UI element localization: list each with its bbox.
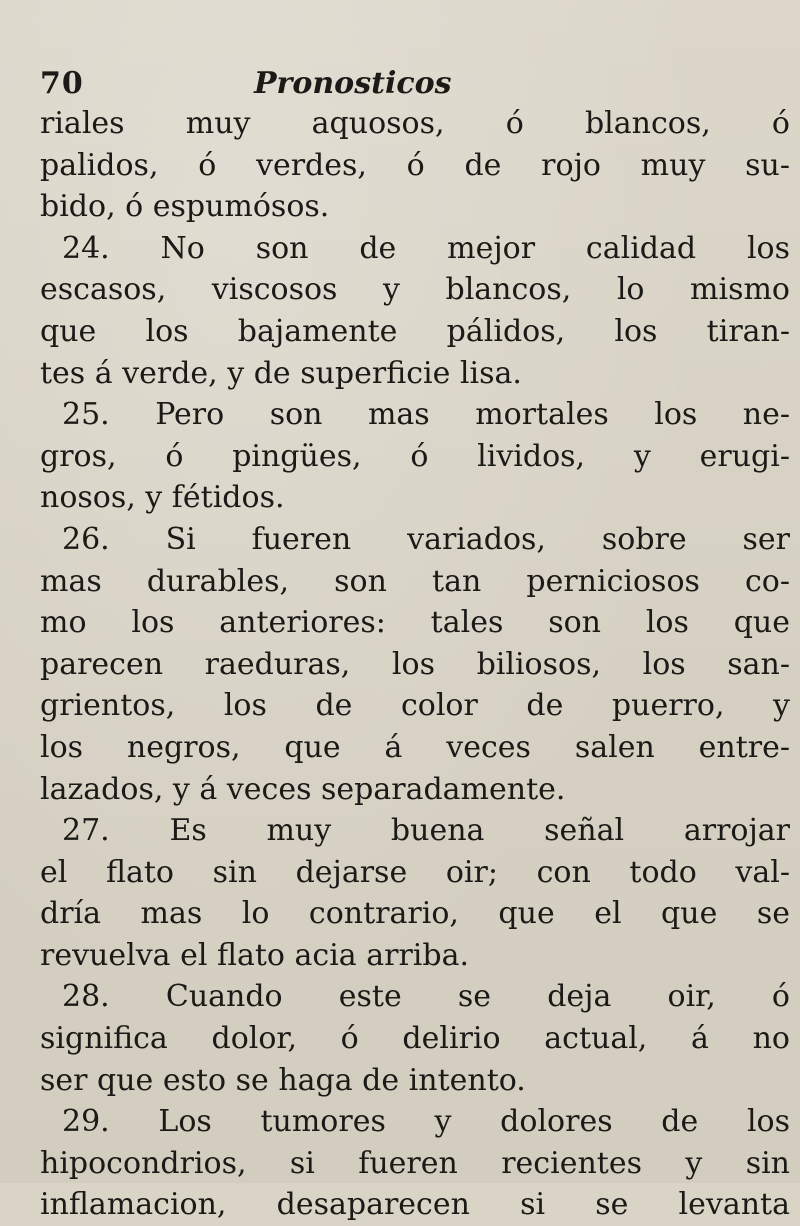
running-head: [40, 62, 782, 106]
text-line-19: el flato sin dejarse oir; con todo val-: [40, 854, 790, 890]
text-line-14: parecen raeduras, los biliosos, los san-: [40, 646, 790, 682]
paragraph-28-line-1: 28. Cuando este se deja oir, ó: [62, 979, 790, 1015]
text-line-24: ser que esto se haga de intento.: [40, 1062, 526, 1098]
text-line-6: que los bajamente pálidos, los tiran-: [40, 313, 790, 349]
paragraph-29-line-1: 29. Los tumores y dolores de los: [62, 1104, 790, 1140]
text-line-13: mo los anteriores: tales son los que: [40, 605, 790, 641]
text-line-17: lazados, y á veces separadamente.: [40, 771, 566, 807]
text-line-2: palidos, ó verdes, ó de rojo muy su-: [40, 147, 790, 183]
text-line-3: bido, ó espumósos.: [40, 189, 330, 225]
text-line-10: nosos, y fétidos.: [40, 480, 285, 516]
text-line-26: hipocondrios, si fueren recientes y sin: [40, 1145, 790, 1181]
text-line-12: mas durables, son tan perniciosos co-: [40, 563, 790, 599]
text-line-7: tes á verde, y de superficie lisa.: [40, 355, 522, 391]
text-line-21: revuelva el flato acia arriba.: [40, 937, 470, 973]
paragraph-24-line-1: 24. No son de mejor calidad los: [62, 230, 790, 266]
page-number: 70: [40, 66, 84, 101]
text-line-1: riales muy aquosos, ó blancos, ó: [40, 106, 790, 141]
text-line-20: dría mas lo contrario, que el que se: [40, 896, 790, 932]
body-text: [40, 103, 790, 1226]
paragraph-26-line-1: 26. Si fueren variados, sobre ser: [62, 521, 790, 557]
text-line-23: significa dolor, ó delirio actual, á no: [40, 1021, 790, 1057]
paragraph-25-line-1: 25. Pero son mas mortales los ne-: [62, 397, 790, 433]
text-line-9: gros, ó pingües, ó lividos, y erugi-: [40, 438, 790, 474]
text-line-5: escasos, viscosos y blancos, lo mismo: [40, 272, 790, 308]
text-line-16: los negros, que á veces salen entre-: [40, 729, 790, 765]
paragraph-27-line-1: 27. Es muy buena señal arrojar: [62, 813, 790, 849]
text-line-15: grientos, los de color de puerro, y: [40, 688, 790, 724]
text-line-27: inflamacion, desaparecen si se levanta: [40, 1187, 790, 1223]
running-title: Pronosticos: [254, 66, 452, 101]
